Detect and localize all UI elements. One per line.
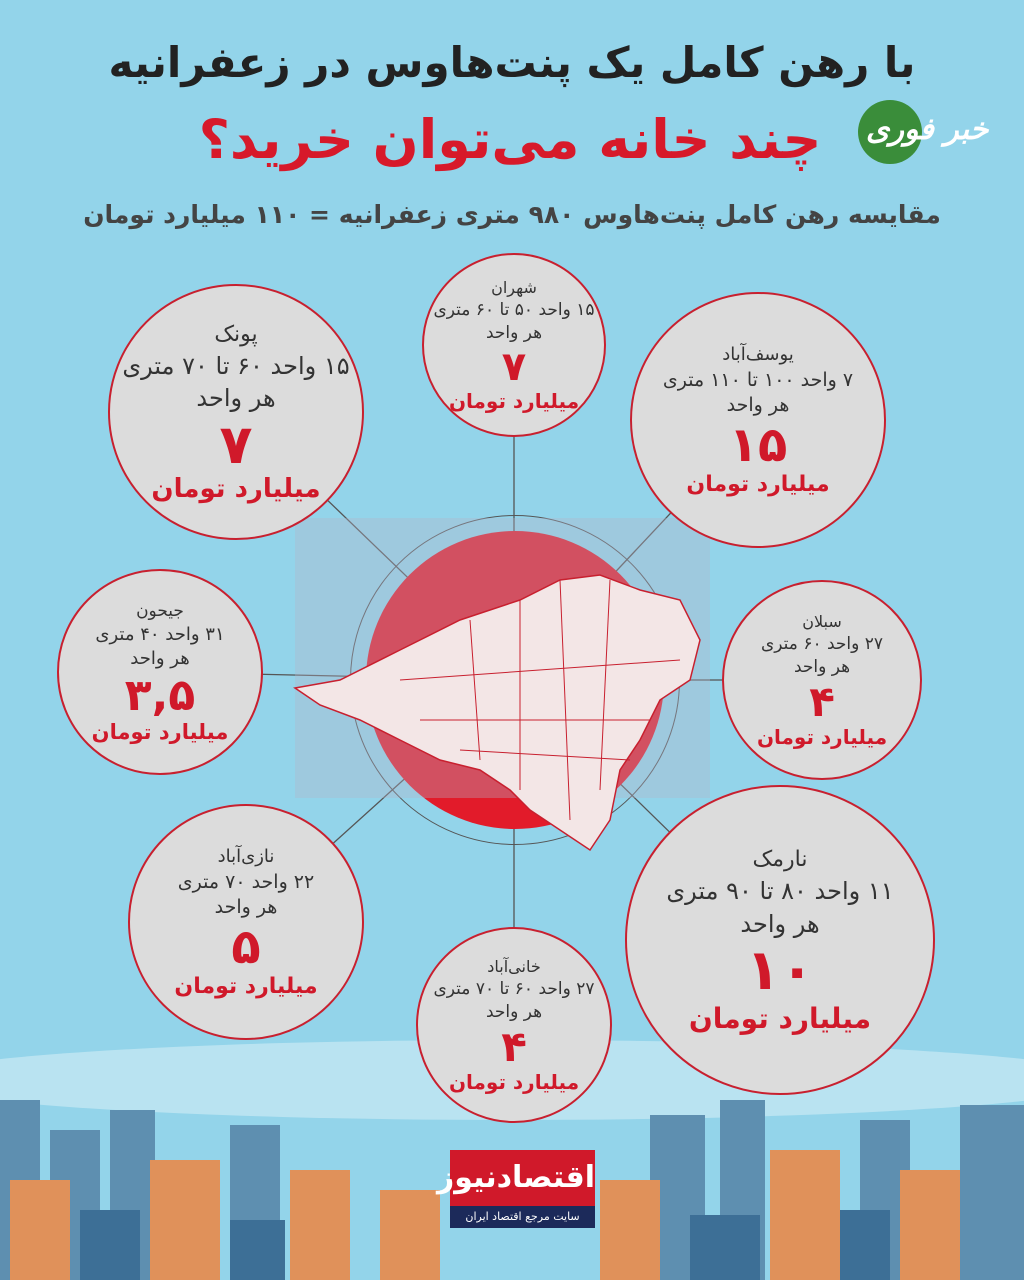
area-name: جیحون <box>136 601 184 622</box>
unit-count: ۳۱ واحد ۴۰ متری <box>95 623 225 645</box>
area-circle <box>422 253 606 437</box>
price-currency: میلیارد تومان <box>756 724 888 749</box>
per-unit-label: هر واحد <box>485 322 543 343</box>
per-unit-label: هر واحد <box>740 909 820 938</box>
price-value: ۱۵ <box>728 416 788 473</box>
price-currency: میلیارد تومان <box>448 1069 580 1094</box>
unit-count: ۱۵ واحد ۶۰ تا ۷۰ متری <box>122 351 350 380</box>
area-circle <box>108 284 364 540</box>
price-currency: میلیارد تومان <box>688 1001 872 1035</box>
price-currency: میلیارد تومان <box>151 473 321 504</box>
unit-count: ۲۷ واحد ۶۰ تا ۷۰ متری <box>433 978 595 999</box>
price-value: ۱۰ <box>745 937 815 1003</box>
area-name: نارمک <box>752 847 808 873</box>
price-value: ۷ <box>219 412 253 476</box>
price-currency: میلیارد تومان <box>686 471 830 497</box>
price-currency: میلیارد تومان <box>448 388 580 413</box>
area-name: یوسف‌آباد <box>722 344 794 366</box>
unit-count: ۷ واحد ۱۰۰ تا ۱۱۰ متری <box>662 368 854 391</box>
price-value: ۷ <box>501 343 527 390</box>
area-circle <box>625 785 935 1095</box>
area-circle <box>416 927 612 1123</box>
per-unit-label: هر واحد <box>793 656 851 677</box>
price-value: ۳,۵ <box>124 669 196 721</box>
per-unit-label: هر واحد <box>130 648 190 670</box>
area-name: نازی‌آباد <box>217 846 275 868</box>
unit-count: ۲۲ واحد ۷۰ متری <box>177 870 315 893</box>
unit-count: ۱۱ واحد ۸۰ تا ۹۰ متری <box>666 877 894 906</box>
per-unit-label: هر واحد <box>214 896 278 919</box>
price-currency: میلیارد تومان <box>91 719 229 744</box>
per-unit-label: هر واحد <box>196 384 276 413</box>
eghtesad-news-logo: اقتصادنیوز سایت مرجع اقتصاد ایران <box>450 1150 595 1234</box>
per-unit-label: هر واحد <box>485 1001 543 1022</box>
area-name: خانی‌آباد <box>487 957 541 977</box>
price-value: ۴ <box>501 1021 527 1071</box>
area-name: سبلان <box>802 612 842 632</box>
unit-count: ۲۷ واحد ۶۰ متری <box>760 633 884 654</box>
area-circle <box>57 569 263 775</box>
price-value: ۴ <box>809 676 835 726</box>
area-name: پونک <box>214 322 258 348</box>
area-circle <box>630 292 886 548</box>
unit-count: ۱۵ واحد ۵۰ تا ۶۰ متری <box>433 299 595 320</box>
area-circle <box>722 580 922 780</box>
khabar-fori-logo: خبر فوری <box>858 100 1008 168</box>
page-subtitle: چند خانه می‌توان خرید؟ <box>198 108 822 171</box>
per-unit-label: هر واحد <box>726 394 790 417</box>
price-value: ۵ <box>231 918 261 975</box>
area-circle <box>128 804 364 1040</box>
price-currency: میلیارد تومان <box>174 973 318 999</box>
area-name: شهران <box>491 278 537 298</box>
page-title: با رهن کامل یک پنت‌هاوس در زعفرانیه <box>108 38 916 87</box>
comparison-line: مقایسه رهن کامل پنت‌هاوس ۹۸۰ متری زعفرانیه = ۱۱۰ میلیارد تومان <box>83 200 941 229</box>
